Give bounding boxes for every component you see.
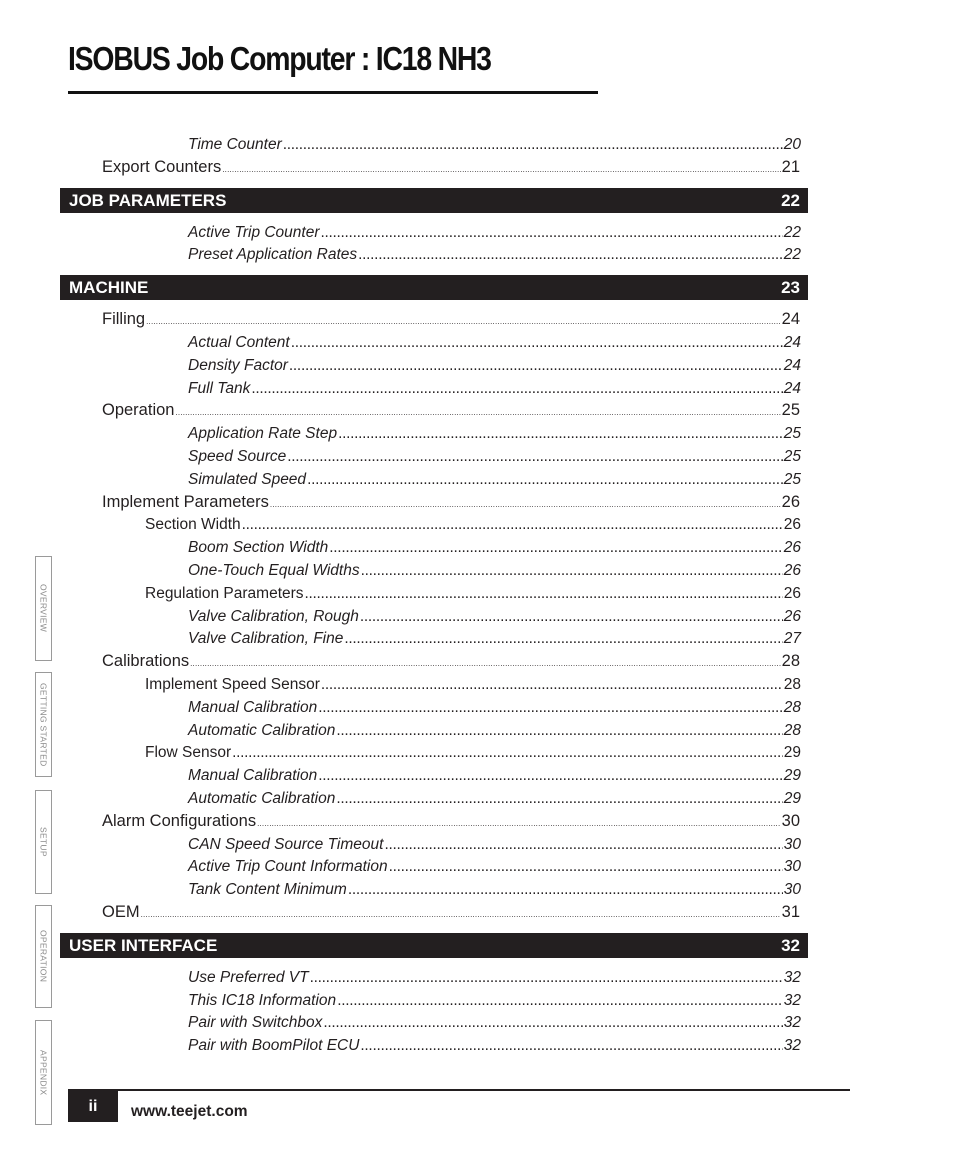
title-underline <box>68 91 598 94</box>
section-header[interactable] <box>60 933 808 958</box>
toc-entry-title: CAN Speed Source Timeout <box>188 836 384 853</box>
toc-entry[interactable] <box>145 672 801 694</box>
toc-entry-title: Regulation Parameters <box>145 585 304 602</box>
toc-entry-title: Flow Sensor <box>145 744 232 761</box>
toc-entry[interactable] <box>102 900 800 922</box>
toc-entry-page-number: 26 <box>783 585 801 602</box>
section-header[interactable] <box>60 275 808 300</box>
toc-entry[interactable] <box>102 490 800 512</box>
toc-entry-page-number: 30 <box>783 836 801 853</box>
toc-entry-title: Speed Source <box>188 448 287 465</box>
toc-entry-page-number: 24 <box>783 380 801 397</box>
toc-entry[interactable] <box>188 786 801 808</box>
dot-leader <box>358 246 783 264</box>
toc-entry[interactable] <box>188 376 801 398</box>
dot-leader <box>307 471 783 489</box>
dot-leader <box>360 1037 782 1055</box>
toc-entry[interactable] <box>188 444 801 466</box>
toc-entry[interactable] <box>188 988 801 1010</box>
toc-entry[interactable] <box>145 740 801 762</box>
dot-leader <box>323 1014 782 1032</box>
toc-entry-page-number: 32 <box>783 969 801 986</box>
toc-entry-title: Application Rate Step <box>188 425 338 442</box>
dot-leader <box>361 562 783 580</box>
toc-entry[interactable] <box>188 558 801 580</box>
toc-entry[interactable] <box>102 649 800 671</box>
toc-entry[interactable] <box>188 763 801 785</box>
toc-entry-page-number: 21 <box>781 158 800 176</box>
toc-entry-page-number: 22 <box>783 224 801 241</box>
toc-entry[interactable] <box>188 626 801 648</box>
toc-entry[interactable] <box>188 220 801 242</box>
dot-leader <box>344 630 782 648</box>
toc-entry-title: Operation <box>102 401 175 419</box>
toc-entry-title: Active Trip Counter <box>188 224 320 241</box>
toc-entry[interactable] <box>102 398 800 420</box>
toc-entry-page-number: 27 <box>783 630 801 647</box>
toc-entry[interactable] <box>188 604 801 626</box>
dot-leader <box>242 516 783 534</box>
toc-entry-title: Alarm Configurations <box>102 812 257 830</box>
side-tab-label: OVERVIEW <box>38 584 49 633</box>
side-tab[interactable] <box>35 1020 52 1125</box>
toc-entry-page-number: 25 <box>783 425 801 442</box>
side-tab-label: SETUP <box>38 827 49 857</box>
toc-entry[interactable] <box>188 1033 801 1055</box>
toc-entry-page-number: 30 <box>781 812 800 830</box>
section-page-number: 32 <box>781 935 800 955</box>
toc-entry-title: OEM <box>102 903 140 921</box>
toc-entry-page-number: 22 <box>783 246 801 263</box>
dot-leader <box>175 408 780 420</box>
toc-entry[interactable] <box>145 512 801 534</box>
dot-leader <box>257 819 781 831</box>
toc-entry-page-number: 28 <box>783 699 801 716</box>
toc-entry[interactable] <box>188 242 801 264</box>
toc-entry[interactable] <box>188 467 801 489</box>
toc-entry-page-number: 26 <box>783 608 801 625</box>
dot-leader <box>251 380 782 398</box>
dot-leader <box>305 585 783 603</box>
dot-leader <box>389 858 783 876</box>
toc-entry[interactable] <box>188 421 801 443</box>
dot-leader <box>141 910 781 922</box>
toc-entry[interactable] <box>188 353 801 375</box>
section-title: MACHINE <box>69 277 149 297</box>
toc-entry-title: Automatic Calibration <box>188 790 336 807</box>
toc-entry-page-number: 28 <box>781 652 800 670</box>
toc-entry-page-number: 26 <box>783 562 801 579</box>
toc-entry-title: Calibrations <box>102 652 190 670</box>
side-tab[interactable] <box>35 790 52 894</box>
toc-entry-title: Automatic Calibration <box>188 722 336 739</box>
toc-entry[interactable] <box>188 132 801 154</box>
toc-entry-title: Full Tank <box>188 380 251 397</box>
toc-entry[interactable] <box>188 832 801 854</box>
toc-entry-title: Pair with Switchbox <box>188 1014 323 1031</box>
section-title: JOB PARAMETERS <box>69 190 227 210</box>
toc-entry-page-number: 20 <box>783 136 801 153</box>
toc-entry-title: Manual Calibration <box>188 699 318 716</box>
dot-leader <box>291 334 783 352</box>
website-link[interactable]: www.teejet.com <box>131 1103 248 1120</box>
toc-entry-title: Density Factor <box>188 357 288 374</box>
side-tab-label: GETTING STARTED <box>38 682 49 767</box>
dot-leader <box>146 317 781 329</box>
side-tab-label: APPENDIX <box>38 1049 49 1096</box>
toc-entry-title: Filling <box>102 310 146 328</box>
page-number: ii <box>68 1091 118 1122</box>
toc-entry[interactable] <box>188 535 801 557</box>
page-title: ISOBUS Job Computer : IC18 NH3 <box>68 40 491 77</box>
toc-entry-page-number: 29 <box>783 790 801 807</box>
dot-leader <box>310 969 783 987</box>
toc-entry-title: Boom Section Width <box>188 539 329 556</box>
side-tab[interactable] <box>35 672 52 777</box>
toc-entry-page-number: 32 <box>783 1037 801 1054</box>
toc-entry[interactable] <box>188 965 801 987</box>
dot-leader <box>321 676 783 694</box>
toc-entry-title: Valve Calibration, Rough <box>188 608 359 625</box>
toc-entry-page-number: 28 <box>783 676 801 693</box>
toc-entry[interactable] <box>188 877 801 899</box>
toc-entry-title: Active Trip Count Information <box>188 858 388 875</box>
dot-leader <box>283 136 783 154</box>
toc-entry-page-number: 26 <box>783 539 801 556</box>
dot-leader <box>329 539 782 557</box>
dot-leader <box>318 767 783 785</box>
dot-leader <box>289 357 783 375</box>
toc-entry-title: Manual Calibration <box>188 767 318 784</box>
dot-leader <box>318 699 783 717</box>
toc-entry-page-number: 25 <box>783 448 801 465</box>
section-title: USER INTERFACE <box>69 935 218 955</box>
toc-entry-title: Implement Speed Sensor <box>145 676 320 693</box>
toc-entry[interactable] <box>188 718 801 740</box>
dot-leader <box>222 165 780 177</box>
toc-entry-title: Pair with BoomPilot ECU <box>188 1037 360 1054</box>
section-page-number: 22 <box>781 190 800 210</box>
toc-entry-title: Export Counters <box>102 158 222 176</box>
toc-entry-page-number: 32 <box>783 992 801 1009</box>
dot-leader <box>270 500 781 512</box>
section-header[interactable] <box>60 188 808 213</box>
dot-leader <box>337 992 783 1010</box>
toc-entry[interactable] <box>145 581 801 603</box>
toc-entry[interactable] <box>188 854 801 876</box>
toc-entry[interactable] <box>102 155 800 177</box>
toc-entry-title: Valve Calibration, Fine <box>188 630 344 647</box>
toc-entry-page-number: 26 <box>783 516 801 533</box>
toc-entry-page-number: 30 <box>783 858 801 875</box>
toc-entry-page-number: 29 <box>783 767 801 784</box>
toc-entry-page-number: 24 <box>783 334 801 351</box>
toc-entry-title: One-Touch Equal Widths <box>188 562 360 579</box>
side-tab-label: OPERATION <box>38 930 49 983</box>
toc-entry[interactable] <box>188 1010 801 1032</box>
side-tab[interactable] <box>35 905 52 1008</box>
dot-leader <box>338 425 783 443</box>
dot-leader <box>360 608 783 626</box>
dot-leader <box>348 881 783 899</box>
toc-entry-page-number: 26 <box>781 493 800 511</box>
dot-leader <box>336 790 782 808</box>
toc-entry-title: Time Counter <box>188 136 282 153</box>
toc-entry-title: Simulated Speed <box>188 471 307 488</box>
toc-entry-title: Actual Content <box>188 334 290 351</box>
toc-entry[interactable] <box>188 695 801 717</box>
toc-entry-title: Implement Parameters <box>102 493 269 511</box>
toc-entry-page-number: 24 <box>781 310 800 328</box>
toc-entry-page-number: 25 <box>781 401 800 419</box>
toc-entry-title: Use Preferred VT <box>188 969 309 986</box>
toc-entry-page-number: 31 <box>781 903 800 921</box>
toc-entry-page-number: 30 <box>783 881 801 898</box>
dot-leader <box>287 448 783 466</box>
toc-entry-page-number: 28 <box>783 722 801 739</box>
toc-entry-title: Tank Content Minimum <box>188 881 347 898</box>
toc-entry-title: This IC18 Information <box>188 992 337 1009</box>
dot-leader <box>190 659 781 671</box>
toc-entry[interactable] <box>102 809 800 831</box>
toc-entry-page-number: 32 <box>783 1014 801 1031</box>
toc-entry-title: Section Width <box>145 516 241 533</box>
toc-entry[interactable] <box>188 330 801 352</box>
section-page-number: 23 <box>781 277 800 297</box>
dot-leader <box>321 224 783 242</box>
dot-leader <box>232 744 783 762</box>
toc-entry-page-number: 29 <box>783 744 801 761</box>
toc-entry-page-number: 25 <box>783 471 801 488</box>
toc-entry[interactable] <box>102 307 800 329</box>
dot-leader <box>384 836 782 854</box>
toc-entry-title: Preset Application Rates <box>188 246 358 263</box>
footer-rule <box>68 1089 850 1091</box>
side-tab[interactable] <box>35 556 52 661</box>
toc-entry-page-number: 24 <box>783 357 801 374</box>
dot-leader <box>336 722 782 740</box>
